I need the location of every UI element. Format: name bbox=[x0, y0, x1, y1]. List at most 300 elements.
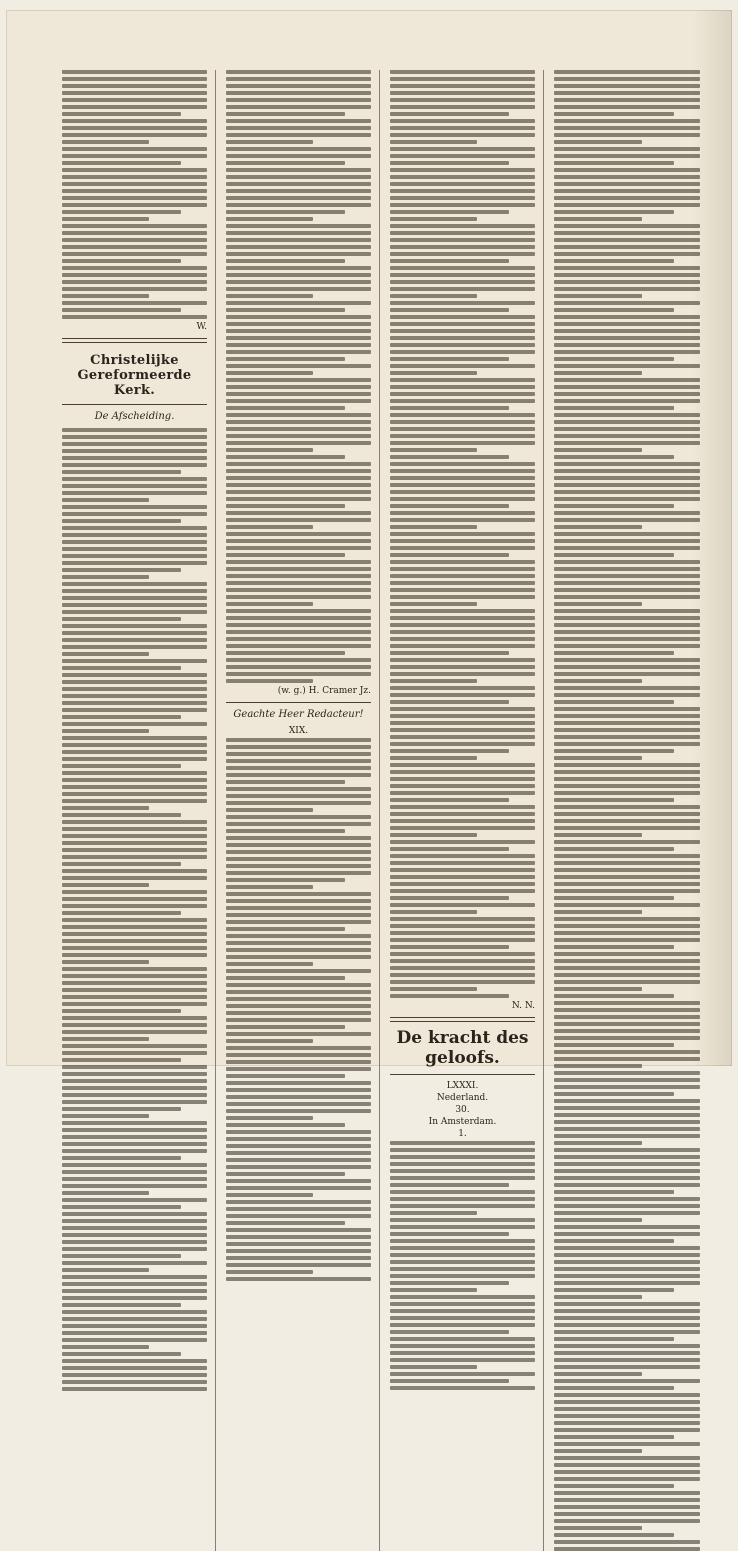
text-line bbox=[226, 815, 371, 819]
text-line bbox=[554, 721, 700, 725]
text-line bbox=[62, 939, 207, 943]
text-line bbox=[554, 1295, 642, 1299]
text-line bbox=[62, 301, 207, 305]
text-line bbox=[554, 1015, 700, 1019]
text-line bbox=[390, 504, 509, 508]
text-line bbox=[226, 836, 371, 840]
text-line bbox=[226, 892, 371, 896]
text-line bbox=[390, 406, 509, 410]
text-line bbox=[62, 960, 149, 964]
text-line bbox=[226, 829, 345, 833]
text-line bbox=[554, 413, 700, 417]
text-line bbox=[554, 322, 700, 326]
text-line bbox=[226, 738, 371, 742]
text-line bbox=[390, 1281, 509, 1285]
text-line bbox=[554, 364, 700, 368]
text-line bbox=[390, 819, 535, 823]
text-line bbox=[226, 1165, 371, 1169]
text-line bbox=[62, 84, 207, 88]
text-line bbox=[390, 357, 509, 361]
text-line bbox=[62, 119, 207, 123]
text-line bbox=[390, 644, 535, 648]
text-line bbox=[226, 1200, 371, 1204]
text-line bbox=[554, 889, 700, 893]
text-line bbox=[390, 1386, 535, 1390]
text-line bbox=[554, 539, 700, 543]
text-line bbox=[390, 749, 509, 753]
text-line bbox=[226, 1158, 371, 1162]
text-line bbox=[62, 974, 207, 978]
text-line bbox=[390, 224, 535, 228]
text-line bbox=[62, 645, 207, 649]
text-line bbox=[62, 610, 207, 614]
text-line bbox=[554, 1197, 700, 1201]
text-line bbox=[554, 147, 700, 151]
text-line bbox=[390, 350, 535, 354]
text-line bbox=[554, 791, 700, 795]
text-line bbox=[554, 574, 700, 578]
text-line bbox=[390, 868, 535, 872]
text-line bbox=[62, 869, 207, 873]
text-line bbox=[554, 1379, 700, 1383]
text-line bbox=[62, 624, 207, 628]
text-line bbox=[62, 1317, 207, 1321]
text-line bbox=[554, 175, 700, 179]
text-line bbox=[62, 638, 207, 642]
text-line bbox=[390, 903, 535, 907]
text-line bbox=[554, 1260, 700, 1264]
text-line bbox=[390, 301, 535, 305]
text-line bbox=[226, 364, 371, 368]
text-line bbox=[62, 147, 207, 151]
text-line bbox=[226, 1221, 345, 1225]
text-line bbox=[62, 1149, 207, 1153]
text-line bbox=[390, 882, 535, 886]
text-line bbox=[226, 1123, 345, 1127]
text-line bbox=[554, 1071, 700, 1075]
text-line bbox=[554, 1183, 700, 1187]
text-line bbox=[62, 315, 207, 319]
text-line bbox=[554, 168, 700, 172]
text-line bbox=[62, 1275, 207, 1279]
text-line bbox=[554, 581, 700, 585]
text-line bbox=[390, 770, 535, 774]
text-line bbox=[554, 1414, 700, 1418]
text-line bbox=[390, 763, 535, 767]
text-line bbox=[554, 1120, 700, 1124]
text-line bbox=[554, 112, 674, 116]
text-line bbox=[226, 927, 345, 931]
text-line bbox=[554, 1505, 700, 1509]
text-line bbox=[554, 77, 700, 81]
text-line bbox=[554, 1351, 700, 1355]
text-line bbox=[62, 1058, 181, 1062]
text-line bbox=[226, 539, 371, 543]
text-line bbox=[62, 259, 181, 263]
text-line bbox=[390, 364, 535, 368]
text-line bbox=[226, 462, 371, 466]
column-3-article-text bbox=[390, 1141, 535, 1390]
text-line bbox=[226, 231, 371, 235]
text-line bbox=[554, 1365, 700, 1369]
text-line bbox=[62, 995, 207, 999]
text-line bbox=[226, 602, 313, 606]
text-line bbox=[390, 399, 535, 403]
text-line bbox=[62, 855, 207, 859]
text-line bbox=[554, 637, 700, 641]
text-line bbox=[62, 1037, 149, 1041]
text-line bbox=[554, 553, 674, 557]
text-line bbox=[554, 805, 700, 809]
text-line bbox=[390, 1365, 477, 1369]
column-3 bbox=[390, 70, 544, 1551]
text-line bbox=[390, 252, 535, 256]
text-line bbox=[226, 343, 371, 347]
text-line bbox=[554, 588, 700, 592]
text-line bbox=[62, 98, 207, 102]
text-line bbox=[226, 1137, 371, 1141]
text-line bbox=[62, 946, 207, 950]
text-line bbox=[554, 784, 700, 788]
text-line bbox=[62, 1072, 207, 1076]
text-line bbox=[390, 98, 535, 102]
text-line bbox=[554, 1155, 700, 1159]
text-line bbox=[554, 98, 700, 102]
text-line bbox=[554, 777, 700, 781]
text-line bbox=[554, 441, 700, 445]
text-line bbox=[62, 1324, 207, 1328]
text-line bbox=[226, 427, 371, 431]
text-line bbox=[62, 1016, 207, 1020]
text-line bbox=[62, 603, 207, 607]
text-line bbox=[554, 420, 700, 424]
text-line bbox=[226, 948, 371, 952]
text-line bbox=[226, 864, 371, 868]
text-line bbox=[390, 959, 535, 963]
column-1 bbox=[62, 70, 216, 1551]
text-line bbox=[390, 637, 535, 641]
paragraph-number: 1. bbox=[458, 1129, 467, 1139]
column-2-letter-text bbox=[226, 738, 371, 1281]
text-line bbox=[390, 259, 509, 263]
text-line bbox=[62, 1198, 207, 1202]
text-line bbox=[390, 140, 477, 144]
text-line bbox=[554, 238, 700, 242]
text-line bbox=[554, 980, 700, 984]
text-line bbox=[62, 512, 207, 516]
text-line bbox=[390, 70, 535, 74]
text-line bbox=[226, 469, 371, 473]
text-line bbox=[554, 1253, 700, 1257]
text-line bbox=[62, 561, 207, 565]
text-line bbox=[226, 1144, 371, 1148]
text-line bbox=[554, 189, 700, 193]
text-line bbox=[62, 729, 149, 733]
text-line bbox=[554, 357, 674, 361]
text-line bbox=[554, 672, 700, 676]
text-line bbox=[554, 1085, 700, 1089]
text-line bbox=[226, 336, 371, 340]
text-line bbox=[390, 266, 535, 270]
text-line bbox=[62, 918, 207, 922]
text-line bbox=[554, 693, 700, 697]
text-line bbox=[390, 182, 535, 186]
text-line bbox=[390, 420, 535, 424]
text-line bbox=[226, 203, 371, 207]
text-line bbox=[62, 1023, 207, 1027]
text-line bbox=[390, 987, 477, 991]
text-line bbox=[554, 266, 700, 270]
text-line bbox=[62, 673, 207, 677]
text-line bbox=[62, 568, 181, 572]
text-line bbox=[554, 1078, 700, 1082]
text-line bbox=[390, 784, 535, 788]
text-line bbox=[390, 721, 535, 725]
text-line bbox=[554, 462, 700, 466]
text-line bbox=[554, 819, 700, 823]
text-line bbox=[554, 154, 700, 158]
text-line bbox=[554, 1127, 700, 1131]
text-line bbox=[554, 595, 700, 599]
text-line bbox=[62, 140, 149, 144]
text-line bbox=[62, 883, 149, 887]
text-line bbox=[62, 126, 207, 130]
text-line bbox=[226, 941, 371, 945]
text-line bbox=[62, 449, 207, 453]
text-line bbox=[390, 280, 535, 284]
text-line bbox=[390, 679, 477, 683]
text-line bbox=[62, 491, 207, 495]
text-line bbox=[226, 546, 371, 550]
text-line bbox=[226, 630, 371, 634]
text-line bbox=[390, 1155, 535, 1159]
text-line bbox=[390, 392, 535, 396]
text-line bbox=[390, 973, 535, 977]
text-line bbox=[62, 652, 149, 656]
text-line bbox=[226, 983, 371, 987]
text-line bbox=[554, 868, 700, 872]
text-line bbox=[390, 791, 535, 795]
text-line bbox=[226, 843, 371, 847]
text-line bbox=[390, 588, 535, 592]
column-1-article-text bbox=[62, 428, 207, 1391]
text-line bbox=[554, 224, 700, 228]
text-line bbox=[226, 189, 371, 193]
text-line bbox=[62, 687, 207, 691]
text-line bbox=[554, 1533, 674, 1537]
text-line bbox=[62, 1191, 149, 1195]
text-line bbox=[554, 770, 700, 774]
text-line bbox=[390, 112, 509, 116]
text-line bbox=[554, 210, 674, 214]
text-line bbox=[554, 378, 700, 382]
text-line bbox=[226, 168, 371, 172]
text-line bbox=[62, 1310, 207, 1314]
text-line bbox=[554, 1477, 700, 1481]
text-line bbox=[226, 385, 371, 389]
text-line bbox=[226, 238, 371, 242]
text-line bbox=[226, 133, 371, 137]
text-line bbox=[390, 651, 509, 655]
text-line bbox=[390, 1295, 535, 1299]
text-line bbox=[554, 728, 700, 732]
text-line bbox=[390, 609, 535, 613]
text-line bbox=[62, 526, 207, 530]
text-line bbox=[390, 378, 535, 382]
text-line bbox=[554, 826, 700, 830]
text-line bbox=[390, 777, 535, 781]
text-line bbox=[554, 707, 700, 711]
text-line bbox=[554, 1309, 700, 1313]
text-line bbox=[390, 931, 535, 935]
text-line bbox=[226, 217, 313, 221]
text-line bbox=[226, 119, 371, 123]
text-line bbox=[226, 857, 371, 861]
text-line bbox=[554, 665, 700, 669]
text-line bbox=[554, 434, 700, 438]
text-line bbox=[226, 1018, 371, 1022]
text-line bbox=[390, 336, 535, 340]
text-line bbox=[226, 497, 371, 501]
text-line bbox=[554, 854, 700, 858]
text-line bbox=[226, 665, 371, 669]
column-1-signature: W. bbox=[196, 322, 207, 332]
text-line bbox=[62, 273, 207, 277]
text-line bbox=[554, 1239, 674, 1243]
column-4 bbox=[554, 70, 708, 1551]
text-line bbox=[62, 631, 207, 635]
text-line bbox=[62, 245, 207, 249]
text-line bbox=[62, 890, 207, 894]
text-line bbox=[226, 490, 371, 494]
text-line bbox=[62, 1079, 207, 1083]
text-line bbox=[390, 315, 535, 319]
text-line bbox=[226, 357, 345, 361]
text-line bbox=[390, 833, 477, 837]
text-line bbox=[554, 1169, 700, 1173]
text-line bbox=[226, 1004, 371, 1008]
text-line bbox=[226, 105, 371, 109]
text-line bbox=[62, 217, 149, 221]
text-line bbox=[62, 750, 207, 754]
text-line bbox=[390, 1274, 535, 1278]
text-line bbox=[390, 630, 535, 634]
text-line bbox=[62, 175, 207, 179]
text-line bbox=[554, 1092, 674, 1096]
text-line bbox=[62, 988, 207, 992]
text-line bbox=[554, 497, 700, 501]
text-line bbox=[554, 917, 700, 921]
text-line bbox=[554, 1134, 700, 1138]
text-line bbox=[554, 1036, 700, 1040]
text-line bbox=[390, 448, 477, 452]
heading-rule bbox=[62, 404, 207, 405]
text-line bbox=[226, 794, 371, 798]
text-line bbox=[554, 1225, 700, 1229]
text-line bbox=[62, 1387, 207, 1391]
text-line bbox=[554, 371, 642, 375]
text-line bbox=[554, 1148, 700, 1152]
text-line bbox=[226, 273, 371, 277]
text-line bbox=[554, 1050, 700, 1054]
text-line bbox=[554, 1008, 700, 1012]
text-line bbox=[226, 1088, 371, 1092]
text-line bbox=[226, 1263, 371, 1267]
text-line bbox=[554, 448, 642, 452]
text-line bbox=[390, 1239, 535, 1243]
text-line bbox=[226, 773, 371, 777]
text-line bbox=[390, 1190, 535, 1194]
text-line bbox=[62, 308, 181, 312]
text-line bbox=[554, 1519, 700, 1523]
text-line bbox=[390, 84, 535, 88]
text-line bbox=[226, 434, 371, 438]
text-line bbox=[62, 1254, 181, 1258]
text-line bbox=[62, 154, 207, 158]
text-line bbox=[390, 161, 509, 165]
text-line bbox=[390, 1176, 535, 1180]
text-line bbox=[226, 1242, 371, 1246]
text-line bbox=[390, 1148, 535, 1152]
text-line bbox=[390, 567, 535, 571]
text-line bbox=[554, 1407, 700, 1411]
text-line bbox=[226, 780, 345, 784]
text-line bbox=[554, 1421, 700, 1425]
text-line bbox=[62, 1086, 207, 1090]
text-line bbox=[226, 259, 345, 263]
text-line bbox=[62, 294, 149, 298]
text-line bbox=[554, 203, 700, 207]
text-line bbox=[390, 126, 535, 130]
article-title: De kracht des geloofs. bbox=[396, 1028, 529, 1068]
text-line bbox=[62, 764, 181, 768]
text-line bbox=[62, 596, 207, 600]
text-line bbox=[554, 686, 700, 690]
text-line bbox=[226, 1270, 313, 1274]
text-line bbox=[226, 1214, 371, 1218]
text-line bbox=[390, 427, 535, 431]
text-line bbox=[390, 840, 535, 844]
text-line bbox=[226, 801, 371, 805]
text-line bbox=[226, 287, 371, 291]
text-line bbox=[390, 924, 535, 928]
text-line bbox=[554, 84, 700, 88]
text-line bbox=[554, 504, 674, 508]
text-line bbox=[390, 805, 535, 809]
text-line bbox=[226, 77, 371, 81]
text-line bbox=[226, 98, 371, 102]
text-line bbox=[62, 736, 207, 740]
text-line bbox=[226, 1074, 345, 1078]
text-line bbox=[62, 757, 207, 761]
text-line bbox=[62, 1240, 207, 1244]
text-line bbox=[554, 742, 700, 746]
text-line bbox=[226, 455, 345, 459]
text-line bbox=[226, 574, 371, 578]
text-line bbox=[62, 505, 207, 509]
text-line bbox=[62, 105, 207, 109]
text-line bbox=[390, 245, 535, 249]
text-line bbox=[62, 617, 181, 621]
text-line bbox=[390, 994, 509, 998]
text-line bbox=[62, 442, 207, 446]
text-line bbox=[390, 455, 509, 459]
text-line bbox=[62, 1261, 207, 1265]
text-line bbox=[554, 105, 700, 109]
text-line bbox=[226, 752, 371, 756]
text-line bbox=[226, 609, 371, 613]
text-line bbox=[554, 1288, 674, 1292]
